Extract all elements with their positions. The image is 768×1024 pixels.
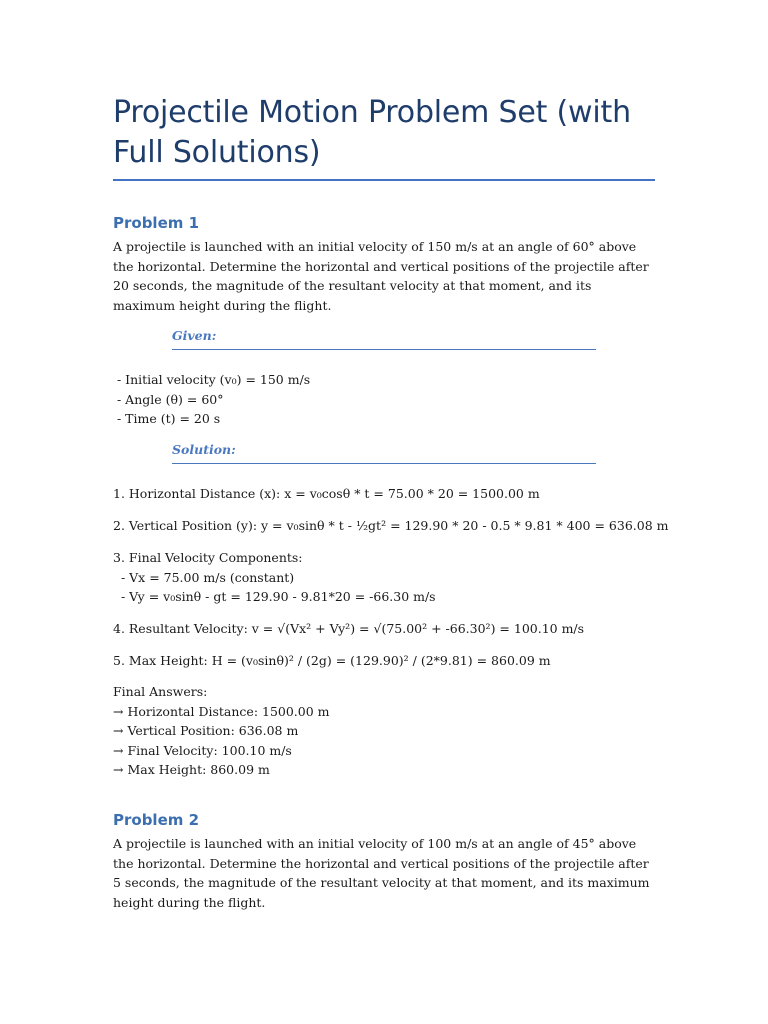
step-text: 3. Final Velocity Components: [113, 550, 303, 565]
solution-label: Solution: [172, 442, 596, 464]
solution-step-2 [113, 516, 673, 536]
given-item: - Time (t) = 20 s [113, 411, 221, 426]
problem-2-statement: A projectile is launched with an initial velocity of 100 m/s at an angle of 45° above the horizontal. Determine the horizontal and vertical positions of the projectile after 5 seconds, the magnitude of the resultant velocity at that moment, and its maximum height during the flight. [113, 836, 650, 910]
step-text: 1. Horizontal Distance (x): x = v₀cosθ * t = 75.00 * 20 = 1500.00 m [113, 486, 540, 501]
solution-step-1 [113, 484, 673, 504]
final-answers [113, 682, 673, 780]
problem-1-statement: A projectile is launched with an initial velocity of 150 m/s at an angle of 60° above the horizontal. Determine the horizontal and vertical positions of the projectile after 20 seconds, the magnitude of the resultant velocity at that moment, and its maximum height during the flight. [113, 239, 649, 313]
final-answer-item: → Horizontal Distance: 1500.00 m [113, 703, 330, 719]
step-text: - Vy = v₀sinθ - gt = 129.90 - 9.81*20 = -66.30 m/s [113, 589, 436, 604]
step-text: - Vx = 75.00 m/s (constant) [113, 569, 295, 585]
problem-2-heading: Problem 2 [113, 811, 200, 829]
title-divider [113, 179, 655, 181]
given-item: - Initial velocity (v₀) = 150 m/s [113, 372, 311, 387]
solution-step-4 [113, 619, 673, 639]
given-list [113, 370, 673, 429]
solution-step-3 [113, 548, 673, 607]
final-answer-item: → Vertical Position: 636.08 m [113, 723, 299, 738]
step-text: 5. Max Height: H = (v₀sinθ)² / (2g) = (129.90)² / (2*9.81) = 860.09 m [113, 653, 551, 668]
final-answer-item: → Final Velocity: 100.10 m/s [113, 742, 292, 758]
given-label: Given: [172, 328, 596, 350]
page-title: Projectile Motion Problem Set (with Full Solutions) [113, 95, 631, 170]
step-text: 2. Vertical Position (y): y = v₀sinθ * t - ½gt² = 129.90 * 20 - 0.5 * 9.81 * 400 = 636.08 m [113, 518, 669, 533]
problem-1-heading: Problem 1 [113, 214, 200, 232]
step-text: 4. Resultant Velocity: v = √(Vx² + Vy²) = √(75.00² + -66.30²) = 100.10 m/s [113, 621, 585, 636]
final-answer-item: → Max Height: 860.09 m [113, 762, 270, 777]
solution-step-5 [113, 651, 673, 671]
final-answers-title: Final Answers: [113, 684, 208, 699]
given-item: - Angle (θ) = 60° [113, 391, 224, 407]
